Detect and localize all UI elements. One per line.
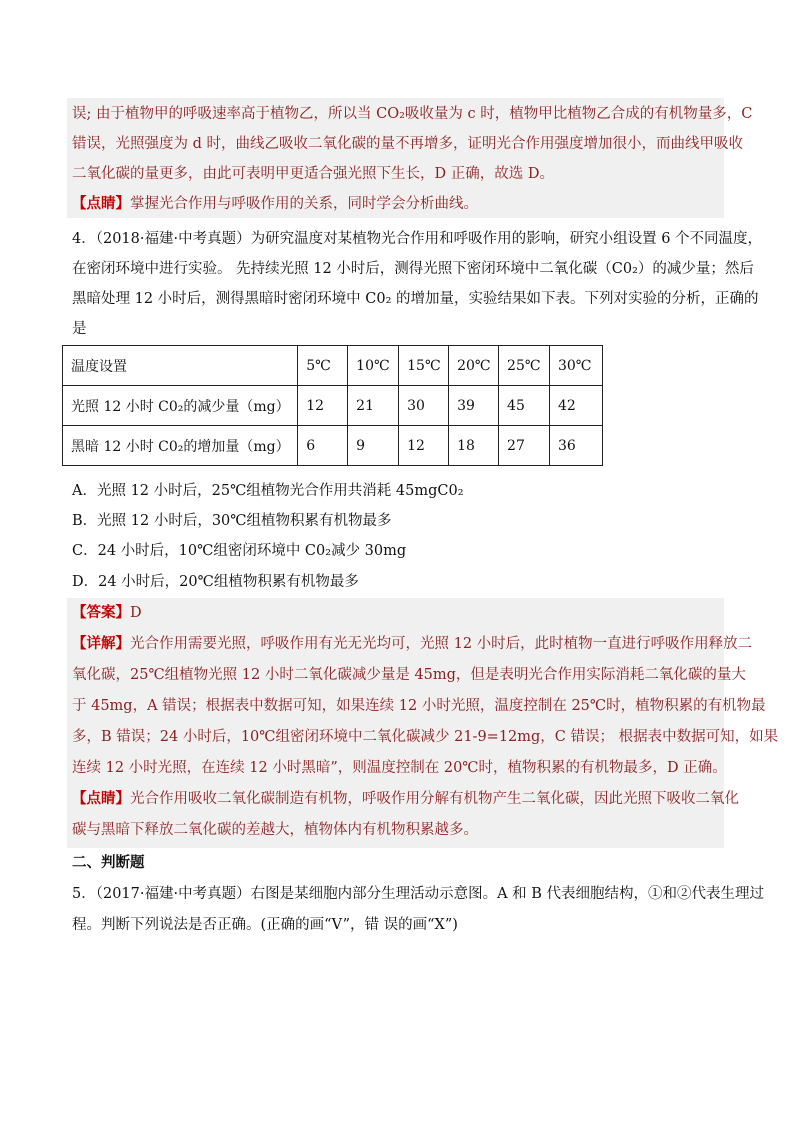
- q4-stem-line-3: 黑暗处理 12 小时后，测得黑暗时密闭环境中 C0₂ 的增加量，实验结果如下表。下列对实验的分析，正确的: [72, 291, 759, 307]
- detail-tag: 【详解】: [72, 635, 130, 652]
- table-cell: 12: [399, 426, 449, 466]
- q4-stem-line-4: 是: [72, 321, 87, 337]
- note-tag: 【点睛】: [72, 790, 130, 807]
- table-cell: 光照 12 小时 C0₂的减少量（mg）: [63, 386, 298, 426]
- note-text: 掌握光合作用与呼吸作用的关系，同时学会分析曲线。: [130, 196, 478, 212]
- note-text: 光合作用吸收二氧化碳制造有机物，呼吸作用分解有机物产生二氧化碳，因此光照下吸收二氧化: [130, 791, 739, 807]
- q4-stem-line-2: 在密闭环境中进行实验。 先持续光照 12 小时后，测得光照下密闭环境中二氧化碳（C0₂）的减少量；然后: [72, 261, 754, 277]
- table-cell: 15℃: [399, 346, 449, 386]
- explanation-line-2: 错误，光照强度为 d 时，曲线乙吸收二氧化碳的量不再增多，证明光合作用强度增加很小，而曲线甲吸收: [72, 136, 743, 152]
- explanation-line-3: 二氧化碳的量更多，由此可表明甲更适合强光照下生长，D 正确，故选 D。: [72, 166, 554, 182]
- note-top: [72, 194, 722, 214]
- section-heading: 二、判断题: [72, 854, 145, 871]
- table-cell: 12: [298, 386, 348, 426]
- answer-value: D: [130, 605, 142, 621]
- table-cell: 20℃: [449, 346, 499, 386]
- detail-text: 光合作用需要光照，呼吸作用有光无光均可，光照 12 小时后，此时植物一直进行呼吸作用释放二: [130, 636, 753, 652]
- table-cell: 30: [399, 386, 449, 426]
- table-cell: 温度设置: [63, 346, 298, 386]
- q5-line-1: 5．（2017·福建·中考真题）右图是某细胞内部分生理活动示意图。A 和 B 代表细胞结构，①和②代表生理过: [72, 886, 765, 902]
- table-row: [63, 386, 603, 426]
- q4-option-c: C．24 小时后，10℃组密闭环境中 C0₂减少 30mg: [72, 543, 407, 559]
- table-cell: 27: [499, 426, 550, 466]
- detail-line-4: 多，B 错误；24 小时后，10℃组密闭环境中二氧化碳减少 21-9=12mg，C 错误； 根据表中数据可知，如果: [72, 729, 779, 745]
- q5-line-2: 程。判断下列说法是否正确。(正确的画“V”，错 误的画“X”): [72, 917, 458, 933]
- answer-tag: 【答案】: [72, 604, 130, 621]
- detail-line-1: [72, 634, 753, 654]
- table-header-row: [63, 346, 603, 386]
- table-cell: 42: [549, 386, 602, 426]
- detail-line-3: 于 45mg，A 错误；根据表中数据可知，如果连续 12 小时光照，温度控制在 25℃时，植物积累的有机物最: [72, 698, 766, 714]
- table-cell: 黑暗 12 小时 C0₂的增加量（mg）: [63, 426, 298, 466]
- table-row: [63, 426, 603, 466]
- note-tag: 【点睛】: [72, 195, 130, 212]
- table-cell: 9: [348, 426, 399, 466]
- table-cell: 21: [348, 386, 399, 426]
- table-cell: 18: [449, 426, 499, 466]
- table-cell: 45: [499, 386, 550, 426]
- answer-line: [72, 603, 722, 623]
- q4-option-b: B．光照 12 小时后，30℃组植物积累有机物最多: [72, 513, 392, 529]
- table-cell: 30℃: [549, 346, 602, 386]
- q4-option-a: A．光照 12 小时后，25℃组植物光合作用共消耗 45mgC0₂: [72, 483, 464, 499]
- q4-option-d: D．24 小时后，20℃组植物积累有机物最多: [72, 574, 359, 590]
- table-cell: 39: [449, 386, 499, 426]
- q4-note-line-2: 碳与黑暗下释放二氧化碳的差越大，植物体内有机物积累越多。: [72, 822, 478, 838]
- detail-line-5: 连续 12 小时光照，在连续 12 小时黑暗”，则温度控制在 20℃时，植物积累的有机物最多，D 正确。: [72, 760, 727, 776]
- table-cell: 36: [549, 426, 602, 466]
- q4-stem-line-1: 4．（2018·福建·中考真题）为研究温度对某植物光合作用和呼吸作用的影响，研究小组设置 6 个不同温度，: [72, 231, 763, 247]
- table-cell: 25℃: [499, 346, 550, 386]
- table-cell: 5℃: [298, 346, 348, 386]
- explanation-line-1: 误; 由于植物甲的呼吸速率高于植物乙，所以当 CO₂吸收量为 c 时，植物甲比植物乙合成的有机物量多，C: [72, 106, 753, 122]
- q4-note-line-1: [72, 789, 739, 809]
- experiment-table: [62, 345, 603, 466]
- detail-line-2: 氧化碳，25℃组植物光照 12 小时二氧化碳减少量是 45mg，但是表明光合作用实际消耗二氧化碳的量大: [72, 667, 746, 683]
- table-cell: 10℃: [348, 346, 399, 386]
- table-cell: 6: [298, 426, 348, 466]
